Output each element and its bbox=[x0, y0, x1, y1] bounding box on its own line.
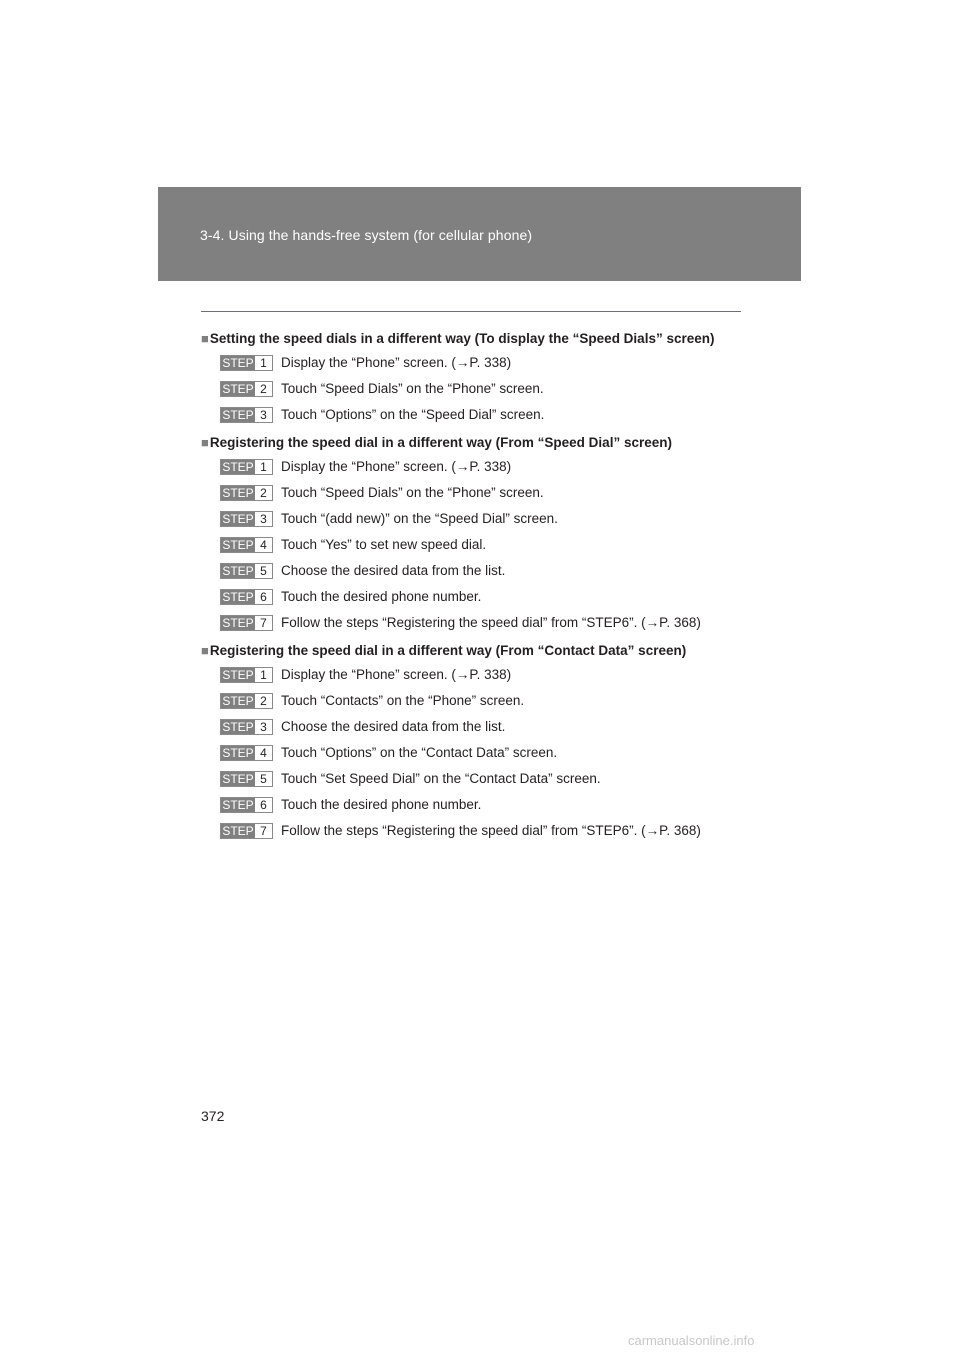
step-badge-number: 1 bbox=[255, 460, 272, 474]
step-badge-number: 1 bbox=[255, 356, 272, 370]
step-badge-word: STEP bbox=[222, 408, 254, 422]
step-badge-number: 3 bbox=[255, 408, 272, 422]
step-badge-number: 5 bbox=[255, 772, 272, 786]
step-text: Touch “Contacts” on the “Phone” screen. bbox=[281, 693, 525, 708]
step-badge-word: STEP bbox=[222, 694, 254, 708]
square-bullet-icon: ■ bbox=[201, 435, 209, 450]
step-badge-word: STEP bbox=[222, 564, 254, 578]
step-text: Touch the desired phone number. bbox=[281, 797, 482, 812]
step-text: Touch “Yes” to set new speed dial. bbox=[281, 537, 487, 552]
step-badge-word: STEP bbox=[222, 590, 254, 604]
step-badge-word: STEP bbox=[222, 512, 254, 526]
step-badge-word: STEP bbox=[222, 382, 254, 396]
step-badge-word: STEP bbox=[222, 460, 254, 474]
step-row bbox=[201, 354, 761, 380]
step-badge bbox=[220, 667, 273, 683]
step-badge-word: STEP bbox=[222, 486, 254, 500]
step-badge-number: 6 bbox=[255, 590, 272, 604]
step-badge-word: STEP bbox=[222, 538, 254, 552]
step-row bbox=[201, 770, 761, 796]
step-text: Follow the steps “Registering the speed dial” from “STEP6”. (→P. 368) bbox=[281, 615, 701, 630]
step-text: Touch “Speed Dials” on the “Phone” screen. bbox=[281, 485, 544, 500]
step-badge bbox=[220, 407, 273, 423]
step-text: Display the “Phone” screen. (→P. 338) bbox=[281, 667, 512, 682]
step-row bbox=[201, 484, 761, 510]
header-divider bbox=[201, 311, 741, 312]
step-badge bbox=[220, 485, 273, 501]
step-badge-number: 2 bbox=[255, 694, 272, 708]
section-heading-text: Registering the speed dial in a different way (From “Contact Data” screen) bbox=[209, 643, 687, 658]
step-row bbox=[201, 536, 761, 562]
step-badge-word: STEP bbox=[222, 616, 254, 630]
chapter-header-bar bbox=[158, 187, 801, 281]
section-heading-text: Registering the speed dial in a different way (From “Speed Dial” screen) bbox=[209, 435, 672, 450]
step-text: Choose the desired data from the list. bbox=[281, 719, 506, 734]
step-badge bbox=[220, 511, 273, 527]
instructions-content bbox=[201, 328, 761, 848]
step-row bbox=[201, 666, 761, 692]
step-badge-number: 4 bbox=[255, 746, 272, 760]
step-badge-word: STEP bbox=[222, 824, 254, 838]
section-heading bbox=[201, 432, 761, 458]
step-badge bbox=[220, 563, 273, 579]
step-badge bbox=[220, 355, 273, 371]
step-text: Touch the desired phone number. bbox=[281, 589, 482, 604]
square-bullet-icon: ■ bbox=[201, 643, 209, 658]
step-badge bbox=[220, 615, 273, 631]
step-row bbox=[201, 614, 761, 640]
step-badge-number: 4 bbox=[255, 538, 272, 552]
step-badge-number: 2 bbox=[255, 486, 272, 500]
step-badge bbox=[220, 381, 273, 397]
section-heading bbox=[201, 640, 761, 666]
step-text: Touch “(add new)” on the “Speed Dial” screen. bbox=[281, 511, 558, 526]
step-badge bbox=[220, 589, 273, 605]
step-badge-word: STEP bbox=[222, 668, 254, 682]
section-heading-text: Setting the speed dials in a different way (To display the “Speed Dials” screen) bbox=[209, 331, 715, 346]
step-text: Touch “Options” on the “Contact Data” screen. bbox=[281, 745, 558, 760]
step-badge-number: 3 bbox=[255, 512, 272, 526]
step-row bbox=[201, 692, 761, 718]
step-badge bbox=[220, 745, 273, 761]
step-row bbox=[201, 796, 761, 822]
step-text: Display the “Phone” screen. (→P. 338) bbox=[281, 355, 512, 370]
step-badge-number: 6 bbox=[255, 798, 272, 812]
step-badge bbox=[220, 771, 273, 787]
step-badge bbox=[220, 459, 273, 475]
step-badge-number: 3 bbox=[255, 720, 272, 734]
step-badge-word: STEP bbox=[222, 772, 254, 786]
watermark: carmanualsonline.info bbox=[628, 1333, 755, 1348]
page-number: 372 bbox=[201, 1108, 225, 1124]
step-badge bbox=[220, 537, 273, 553]
step-row bbox=[201, 562, 761, 588]
step-row bbox=[201, 380, 761, 406]
step-row bbox=[201, 744, 761, 770]
step-badge-word: STEP bbox=[222, 720, 254, 734]
step-badge-word: STEP bbox=[222, 746, 254, 760]
step-badge bbox=[220, 797, 273, 813]
step-text: Touch “Set Speed Dial” on the “Contact Data” screen. bbox=[281, 771, 601, 786]
step-badge-word: STEP bbox=[222, 798, 254, 812]
step-badge bbox=[220, 693, 273, 709]
step-row bbox=[201, 822, 761, 848]
step-badge-number: 7 bbox=[255, 616, 272, 630]
step-row bbox=[201, 718, 761, 744]
step-row bbox=[201, 458, 761, 484]
step-text: Display the “Phone” screen. (→P. 338) bbox=[281, 459, 512, 474]
section-heading bbox=[201, 328, 761, 354]
step-badge-word: STEP bbox=[222, 356, 254, 370]
step-badge-number: 2 bbox=[255, 382, 272, 396]
step-badge-number: 5 bbox=[255, 564, 272, 578]
step-row bbox=[201, 406, 761, 432]
step-badge-number: 1 bbox=[255, 668, 272, 682]
square-bullet-icon: ■ bbox=[201, 331, 209, 346]
step-text: Touch “Speed Dials” on the “Phone” screen. bbox=[281, 381, 544, 396]
step-badge-number: 7 bbox=[255, 824, 272, 838]
step-badge bbox=[220, 719, 273, 735]
step-text: Choose the desired data from the list. bbox=[281, 563, 506, 578]
step-row bbox=[201, 588, 761, 614]
step-text: Follow the steps “Registering the speed dial” from “STEP6”. (→P. 368) bbox=[281, 823, 701, 838]
chapter-title: 3-4. Using the hands-free system (for cellular phone) bbox=[200, 227, 533, 243]
step-text: Touch “Options” on the “Speed Dial” screen. bbox=[281, 407, 545, 422]
step-row bbox=[201, 510, 761, 536]
step-badge bbox=[220, 823, 273, 839]
